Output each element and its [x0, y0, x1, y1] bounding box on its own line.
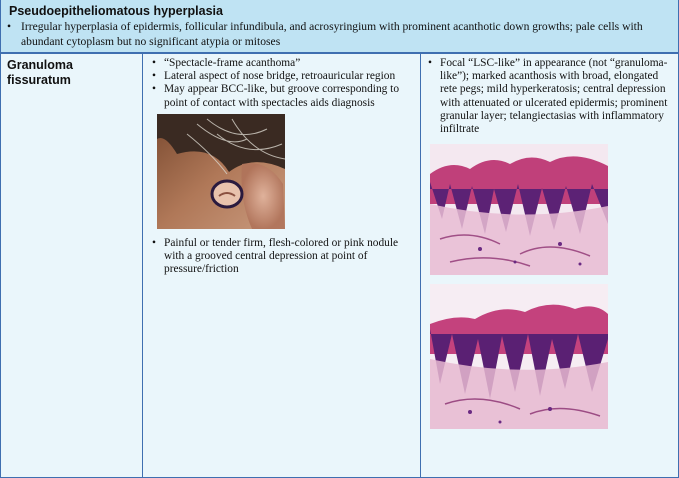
histology-list [427, 57, 674, 136]
list-item: • Focal “LSC-like” in appearance (not “granuloma-like”); marked acanthosis with broad, elongated rete pegs; mild hyperkeratosis; central depression with attenuated or ulcerated epidermis; prominent granular layer; telangiectasias with inflammatory infiltrate [427, 57, 674, 136]
clinical-photo [157, 114, 285, 229]
section-header [1, 0, 678, 54]
section-title: Pseudoepitheliomatous hyperplasia [9, 4, 223, 18]
list-item: • Lateral aspect of nose bridge, retroauricular region [151, 70, 414, 83]
clinical-cell [142, 54, 420, 478]
histology-cell [420, 54, 678, 478]
term-name [7, 58, 87, 88]
term-line-1: Granuloma [7, 58, 73, 72]
list-item: • May appear BCC-like, but groove corresponding to point of contact with spectacles aids diagnosis [151, 83, 414, 109]
term-line-2: fissuratum [7, 73, 71, 87]
term-cell [1, 54, 142, 478]
clinical-list-lower [151, 237, 414, 277]
histology-image-high-power [430, 284, 608, 429]
list-item: • Painful or tender firm, flesh-colored or pink nodule with a grooved central depression at point of pressure/friction [151, 237, 414, 277]
section-description: • Irregular hyperplasia of epidermis, follicular infundibula, and acrosyringium with prominent acanthotic down growths; pale cells with abundant cytoplasm but no significant atypia or mitoses [7, 20, 672, 49]
clinical-list [151, 57, 414, 110]
list-item: • “Spectacle-frame acanthoma” [151, 57, 414, 70]
table-row [1, 54, 678, 478]
histology-image-low-power [430, 144, 608, 275]
